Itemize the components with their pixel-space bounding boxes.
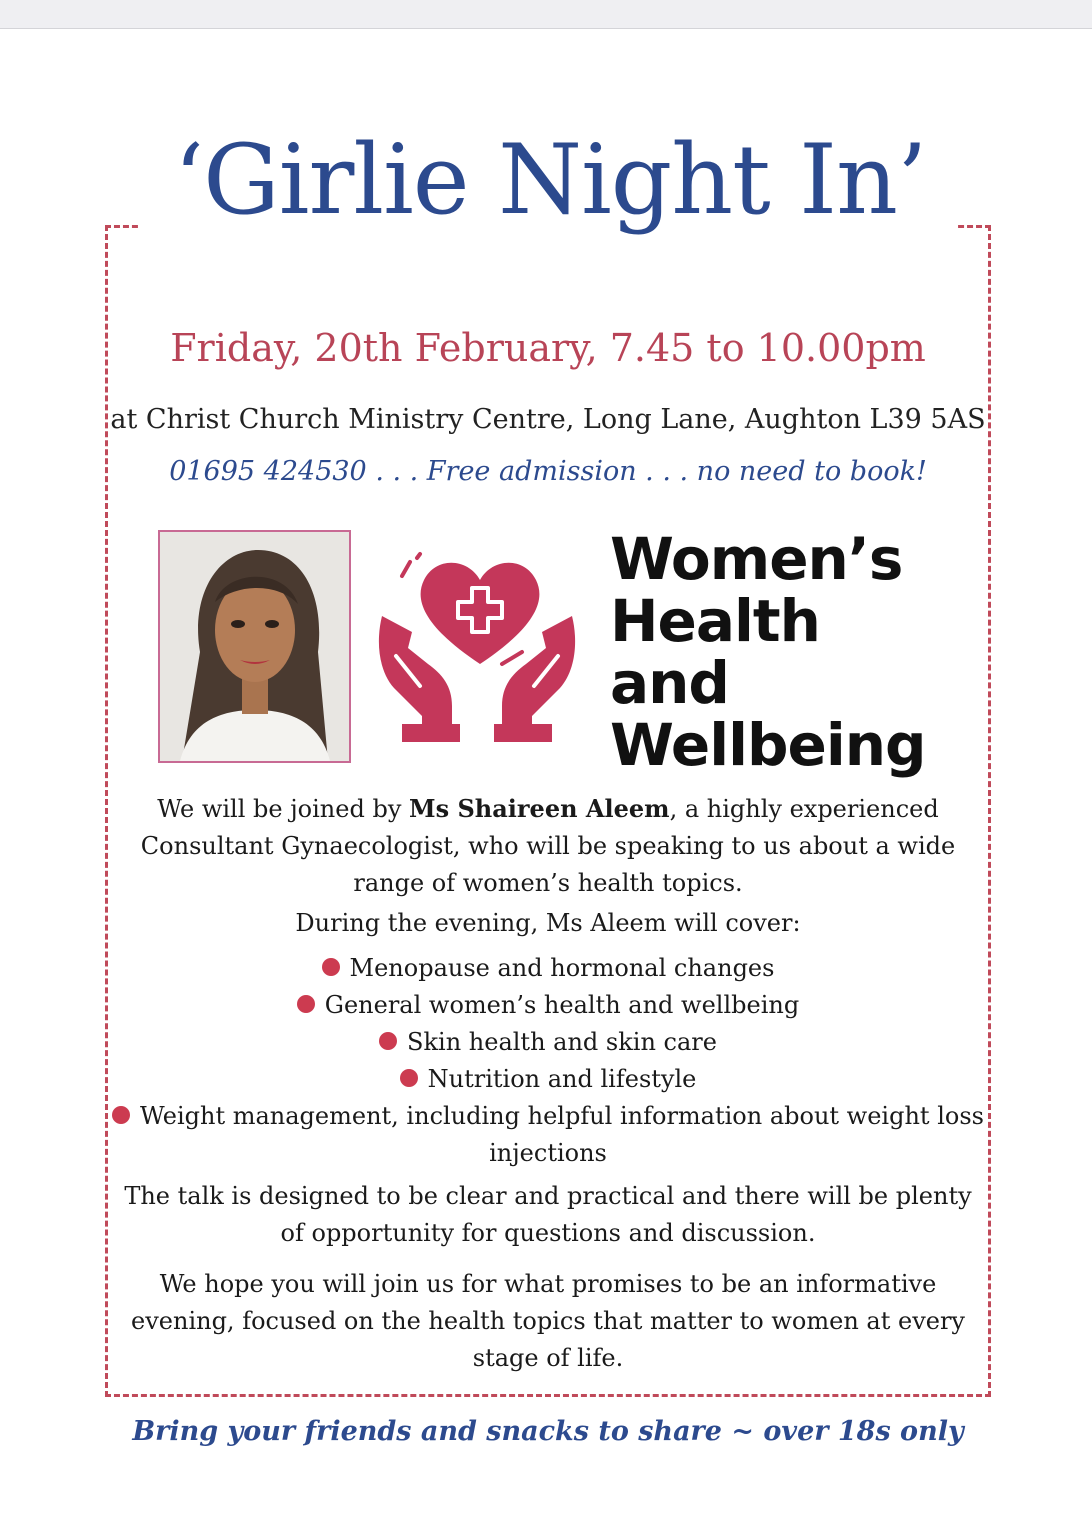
heart-hands-icon	[372, 536, 582, 746]
event-contact: 01695 424530 . . . Free admission . . . no need to book!	[169, 456, 927, 487]
event-date: Friday, 20th February, 7.45 to 10.00pm	[170, 326, 926, 370]
bullet-dot-icon	[379, 1032, 397, 1050]
intro-paragraph	[110, 790, 986, 902]
topic-list	[110, 950, 986, 1172]
talk-description: The talk is designed to be clear and practical and there will be plenty of opportunity for questions and discussion.	[124, 1182, 972, 1247]
list-item	[110, 1061, 986, 1098]
topic-text: Nutrition and lifestyle	[427, 1065, 697, 1093]
footer-note: Bring your friends and snacks to share ~ over 18s only	[132, 1416, 964, 1447]
event-venue: at Christ Church Ministry Centre, Long Lane, Aughton L39 5AS	[110, 404, 986, 435]
headline-line-2: Health	[610, 587, 820, 655]
topic-text: Weight management, including helpful information about weight loss injections	[140, 1102, 984, 1167]
list-item	[110, 987, 986, 1024]
intro-after: , a highly experienced Consultant Gynaecologist, who will be speaking to us about a wide range of women’s health topics.	[140, 795, 956, 897]
list-item	[110, 1024, 986, 1061]
topic-text: Skin health and skin care	[407, 1028, 717, 1056]
speaker-name: Ms Shaireen Aleem	[409, 794, 670, 823]
top-bar	[0, 0, 1092, 29]
list-item	[110, 1098, 986, 1172]
closing-paragraph: We hope you will join us for what promises to be an informative evening, focused on the health topics that matter to women at every stage of life.	[131, 1270, 965, 1372]
bullet-dot-icon	[400, 1069, 418, 1087]
bullet-dot-icon	[112, 1106, 130, 1124]
cover-intro: During the evening, Ms Aleem will cover:	[295, 909, 801, 937]
speaker-portrait	[160, 532, 349, 761]
speaker-photo	[158, 530, 351, 763]
list-item	[110, 950, 986, 987]
bullet-dot-icon	[297, 995, 315, 1013]
headline-line-1: Women’s	[610, 525, 903, 593]
headline	[610, 525, 990, 779]
topic-text: Menopause and hormonal changes	[349, 954, 775, 982]
headline-line-3: and	[610, 649, 729, 717]
intro-before: We will be joined by	[157, 795, 410, 823]
topic-text: General women’s health and wellbeing	[324, 991, 800, 1019]
headline-line-4: Wellbeing	[610, 711, 926, 779]
event-title: ‘Girlie Night In’	[173, 124, 927, 236]
bullet-dot-icon	[322, 958, 340, 976]
